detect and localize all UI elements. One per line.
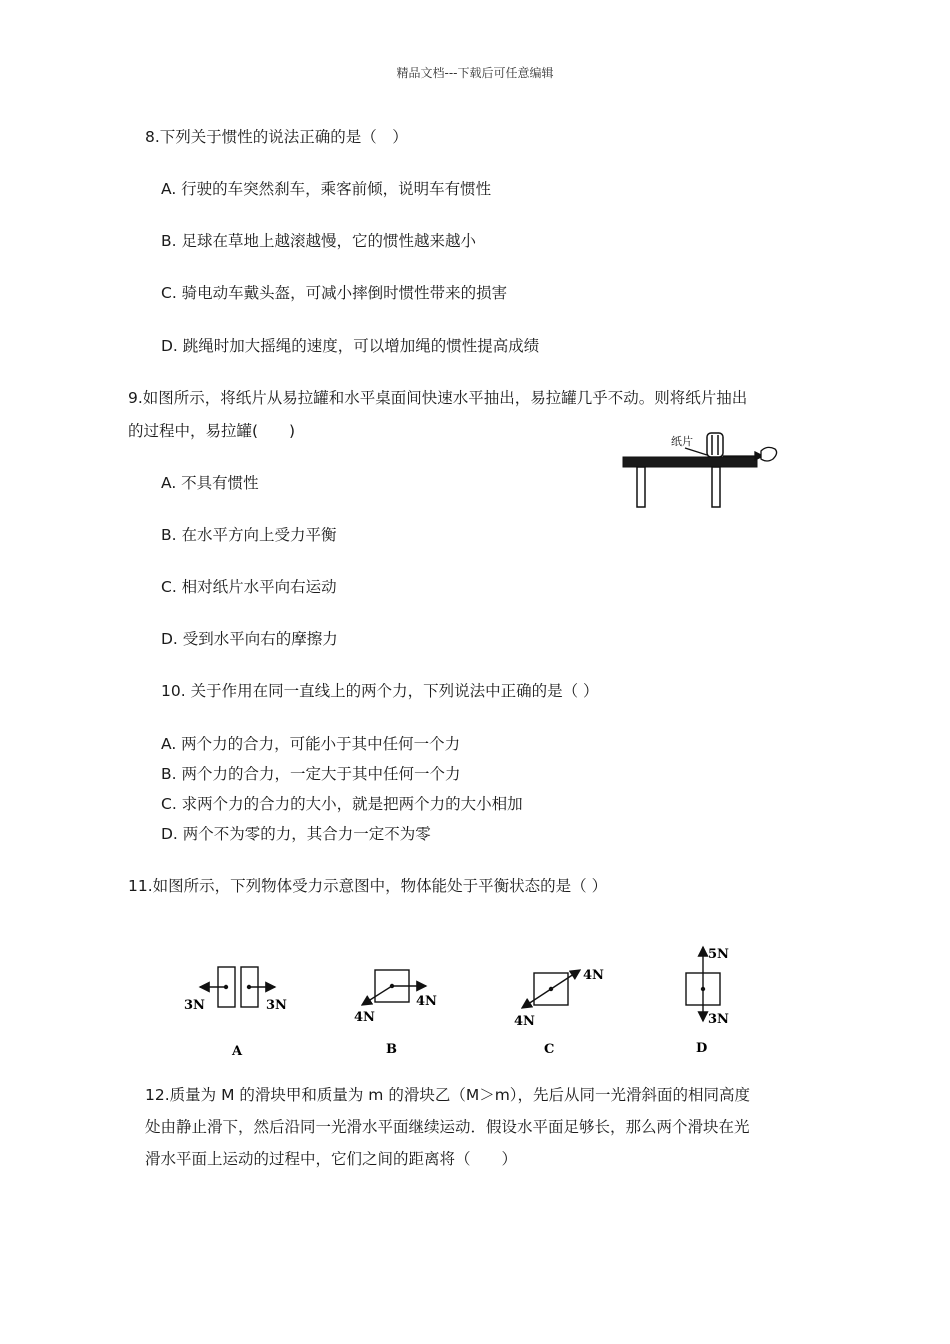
q12-line3: 滑水平面上运动的过程中，它们之间的距离将（ ）	[145, 1150, 518, 1168]
fig-c-force-1: 4N	[583, 968, 604, 983]
q8-stem: 8.下列关于惯性的说法正确的是（ ）	[145, 128, 408, 146]
fig-d-down-force: 3N	[708, 1012, 729, 1027]
fig-a-right-force: 3N	[266, 998, 287, 1013]
q9-option-d: D. 受到水平向右的摩擦力	[161, 630, 338, 648]
q10-option-b: B. 两个力的合力，一定大于其中任何一个力	[161, 765, 461, 783]
figure-a	[200, 967, 275, 1007]
fig-b-force-1: 4N	[416, 994, 437, 1009]
fig-c-caption: C	[544, 1042, 555, 1057]
can	[707, 433, 723, 457]
q9-option-a: A. 不具有惯性	[161, 474, 259, 492]
q8-option-b: B. 足球在草地上越滚越慢，它的惯性越来越小	[161, 232, 476, 250]
q9-option-b: B. 在水平方向上受力平衡	[161, 526, 337, 544]
q11-stem: 11.如图所示，下列物体受力示意图中，物体能处于平衡状态的是（ ）	[128, 877, 608, 895]
q10-stem: 10. 关于作用在同一直线上的两个力，下列说法中正确的是（ ）	[161, 682, 599, 700]
hand-icon	[761, 447, 777, 461]
q9-stem-line1: 9.如图所示，将纸片从易拉罐和水平桌面间快速水平抽出，易拉罐几乎不动。则将纸片抽出	[128, 389, 748, 407]
fig-d-caption: D	[696, 1041, 708, 1056]
figure-c	[522, 970, 580, 1008]
q9-option-c: C. 相对纸片水平向右运动	[161, 578, 337, 596]
fig-d-up-force: 5N	[708, 947, 729, 962]
q10-option-d: D. 两个不为零的力，其合力一定不为零	[161, 825, 431, 843]
q9-table-can-figure	[615, 425, 785, 515]
table	[623, 457, 757, 507]
fig-a-left-force: 3N	[184, 998, 205, 1013]
fig-b-force-2: 4N	[354, 1010, 375, 1025]
q10-option-c: C. 求两个力的合力的大小，就是把两个力的大小相加	[161, 795, 523, 813]
q12-line2: 处由静止滑下，然后沿同一光滑水平面继续运动．假设水平面足够长，那么两个滑块在光	[145, 1118, 750, 1136]
fig-c-force-2: 4N	[514, 1014, 535, 1029]
q11-force-diagrams	[170, 935, 770, 1060]
q8-option-c: C. 骑电动车戴头盔，可减小摔倒时惯性带来的损害	[161, 284, 508, 302]
q8-option-d: D. 跳绳时加大摇绳的速度，可以增加绳的惯性提高成绩	[161, 337, 540, 355]
paper-label: 纸片	[671, 435, 693, 448]
q9-stem-line2: 的过程中，易拉罐( )	[128, 422, 296, 440]
page-header: 精品文档---下载后可任意编辑	[396, 66, 554, 80]
q12-line1: 12.质量为 M 的滑块甲和质量为 m 的滑块乙（M＞m），先后从同一光滑斜面的相同高度	[145, 1086, 751, 1104]
fig-b-caption: B	[386, 1042, 397, 1057]
fig-a-caption: A	[232, 1044, 243, 1059]
q10-option-a: A. 两个力的合力，可能小于其中任何一个力	[161, 735, 461, 753]
q8-option-a: A. 行驶的车突然刹车，乘客前倾，说明车有惯性	[161, 180, 492, 198]
